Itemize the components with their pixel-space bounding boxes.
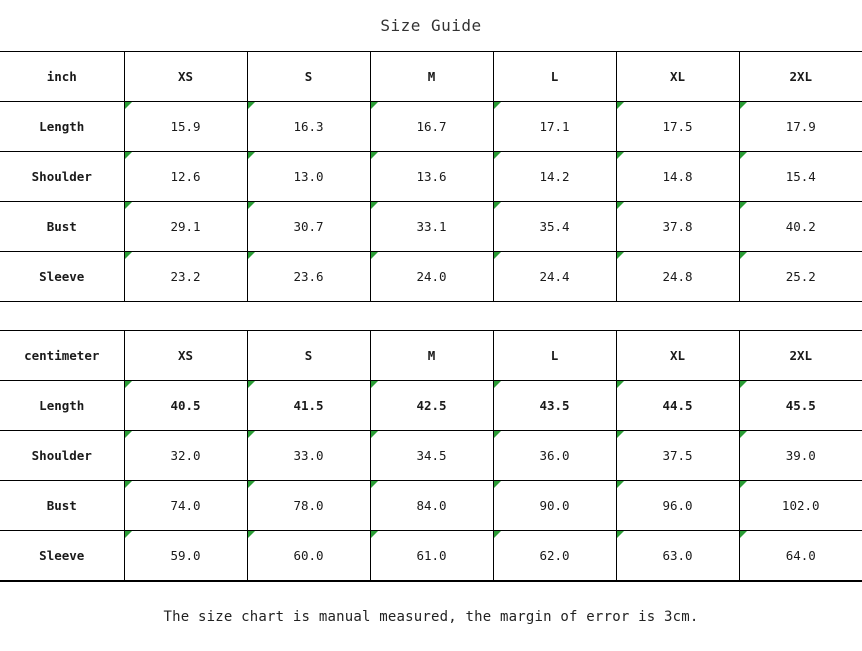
row-label-sleeve: Sleeve — [0, 531, 124, 581]
cell-cm-bust-2xl: 102.0 — [739, 481, 862, 531]
column-header-m: M — [370, 331, 493, 381]
column-header-2xl: 2XL — [739, 331, 862, 381]
unit-label-centimeter: centimeter — [0, 331, 124, 381]
cell-inch-sleeve-xl: 24.8 — [616, 252, 739, 302]
row-label-bust: Bust — [0, 481, 124, 531]
centimeter-size-table — [0, 330, 862, 581]
cell-inch-length-2xl: 17.9 — [739, 102, 862, 152]
cell-inch-length-xl: 17.5 — [616, 102, 739, 152]
column-header-xs: XS — [124, 52, 247, 102]
footer-note — [0, 581, 862, 651]
row-label-length: Length — [0, 381, 124, 431]
cell-inch-shoulder-xs: 12.6 — [124, 152, 247, 202]
cell-cm-sleeve-2xl: 64.0 — [739, 531, 862, 581]
cell-inch-shoulder-xl: 14.8 — [616, 152, 739, 202]
cell-inch-bust-m: 33.1 — [370, 202, 493, 252]
table-separator — [0, 302, 862, 330]
cell-cm-length-l: 43.5 — [493, 381, 616, 431]
column-header-xl: XL — [616, 52, 739, 102]
cell-inch-shoulder-m: 13.6 — [370, 152, 493, 202]
cell-cm-bust-xs: 74.0 — [124, 481, 247, 531]
cell-cm-shoulder-xl: 37.5 — [616, 431, 739, 481]
cell-inch-length-s: 16.3 — [247, 102, 370, 152]
row-label-shoulder: Shoulder — [0, 431, 124, 481]
cell-cm-length-xl: 44.5 — [616, 381, 739, 431]
table-row — [0, 481, 862, 531]
cell-inch-sleeve-s: 23.6 — [247, 252, 370, 302]
row-label-bust: Bust — [0, 202, 124, 252]
table-header-row — [0, 331, 862, 381]
cell-cm-shoulder-m: 34.5 — [370, 431, 493, 481]
footer-note-text: The size chart is manual measured, the margin of error is 3cm. — [163, 608, 699, 625]
table-row — [0, 531, 862, 581]
cell-cm-shoulder-2xl: 39.0 — [739, 431, 862, 481]
column-header-xs: XS — [124, 331, 247, 381]
cell-cm-sleeve-xs: 59.0 — [124, 531, 247, 581]
cell-cm-sleeve-s: 60.0 — [247, 531, 370, 581]
table-row — [0, 252, 862, 302]
column-header-m: M — [370, 52, 493, 102]
cell-inch-shoulder-s: 13.0 — [247, 152, 370, 202]
cell-inch-length-l: 17.1 — [493, 102, 616, 152]
cell-cm-bust-m: 84.0 — [370, 481, 493, 531]
table-row — [0, 202, 862, 252]
column-header-l: L — [493, 331, 616, 381]
unit-label-inch: inch — [0, 52, 124, 102]
page-title — [0, 0, 862, 51]
cell-inch-sleeve-2xl: 25.2 — [739, 252, 862, 302]
cell-cm-bust-l: 90.0 — [493, 481, 616, 531]
cell-inch-sleeve-xs: 23.2 — [124, 252, 247, 302]
row-label-length: Length — [0, 102, 124, 152]
column-header-l: L — [493, 52, 616, 102]
inch-size-table — [0, 51, 862, 302]
table-row — [0, 381, 862, 431]
page-title-text: Size Guide — [380, 16, 482, 35]
cell-inch-bust-l: 35.4 — [493, 202, 616, 252]
cell-inch-shoulder-l: 14.2 — [493, 152, 616, 202]
cell-inch-bust-s: 30.7 — [247, 202, 370, 252]
cell-cm-shoulder-l: 36.0 — [493, 431, 616, 481]
cell-inch-shoulder-2xl: 15.4 — [739, 152, 862, 202]
cell-cm-bust-s: 78.0 — [247, 481, 370, 531]
column-header-s: S — [247, 52, 370, 102]
cell-inch-bust-2xl: 40.2 — [739, 202, 862, 252]
table-row — [0, 102, 862, 152]
table-header-row — [0, 52, 862, 102]
column-header-s: S — [247, 331, 370, 381]
cell-cm-length-m: 42.5 — [370, 381, 493, 431]
column-header-xl: XL — [616, 331, 739, 381]
column-header-2xl: 2XL — [739, 52, 862, 102]
cell-cm-length-s: 41.5 — [247, 381, 370, 431]
table-row — [0, 152, 862, 202]
table-row — [0, 431, 862, 481]
cell-inch-length-xs: 15.9 — [124, 102, 247, 152]
cell-cm-length-2xl: 45.5 — [739, 381, 862, 431]
cell-inch-sleeve-l: 24.4 — [493, 252, 616, 302]
cell-inch-bust-xl: 37.8 — [616, 202, 739, 252]
cell-cm-shoulder-s: 33.0 — [247, 431, 370, 481]
cell-cm-sleeve-m: 61.0 — [370, 531, 493, 581]
cell-inch-sleeve-m: 24.0 — [370, 252, 493, 302]
cell-cm-sleeve-xl: 63.0 — [616, 531, 739, 581]
cell-inch-length-m: 16.7 — [370, 102, 493, 152]
row-label-shoulder: Shoulder — [0, 152, 124, 202]
cell-cm-sleeve-l: 62.0 — [493, 531, 616, 581]
row-label-sleeve: Sleeve — [0, 252, 124, 302]
cell-cm-bust-xl: 96.0 — [616, 481, 739, 531]
cell-cm-shoulder-xs: 32.0 — [124, 431, 247, 481]
cell-cm-length-xs: 40.5 — [124, 381, 247, 431]
cell-inch-bust-xs: 29.1 — [124, 202, 247, 252]
